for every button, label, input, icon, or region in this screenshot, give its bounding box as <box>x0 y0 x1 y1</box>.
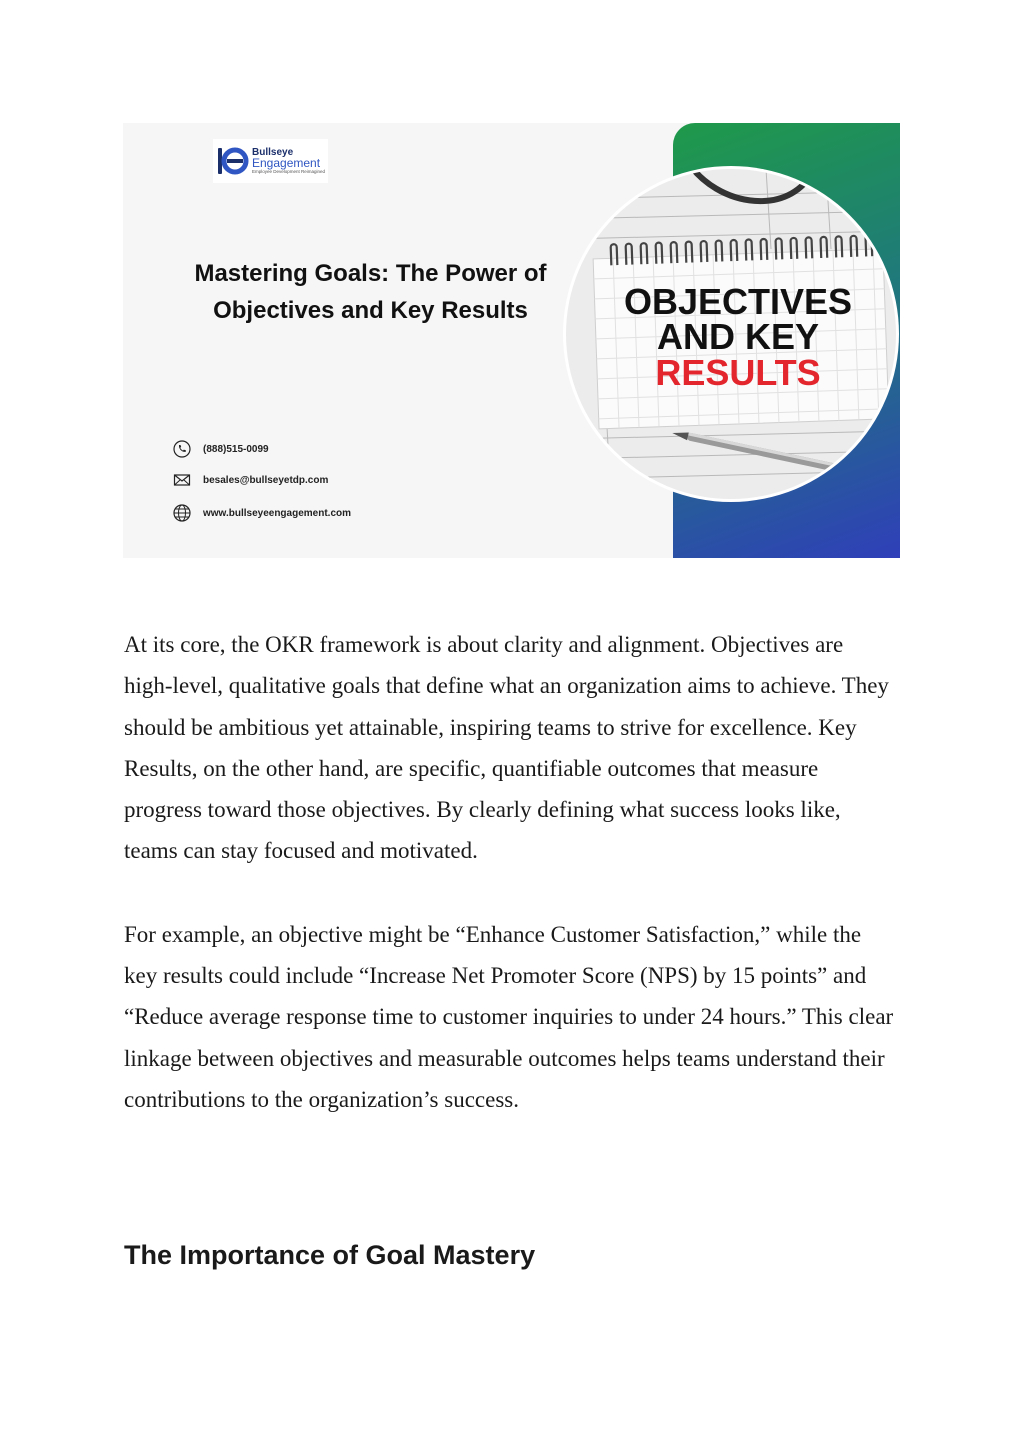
okr-label-line2: AND KEY <box>656 316 820 358</box>
body-paragraph: At its core, the OKR framework is about clarity and alignment. Objectives are high-level, qualitative goals that define what an organization aims to achieve. They should be ambitious yet attainable, inspiring teams to strive for excellence. Key Results, on the other hand, are specific, quantifiable outcomes that measure progress toward those objectives. By clearly defining what success looks like, teams can stay focused and motivated. <box>124 632 889 864</box>
section-heading: The Importance of Goal Mastery <box>124 1240 536 1270</box>
okr-label-line1: OBJECTIVES <box>623 281 853 323</box>
phone-icon <box>173 440 191 458</box>
contact-phone <box>173 439 269 459</box>
contact-website <box>173 503 351 523</box>
okr-notepad-text <box>566 169 896 499</box>
contact-website-text: www.bullseyeengagement.com <box>203 507 352 519</box>
bullseye-logo <box>213 139 328 183</box>
article-body <box>124 624 894 1120</box>
banner-title: Mastering Goals: The Power of Objectives and Key Results <box>194 260 547 324</box>
contact-email-text: besales@bullseyetdp.com <box>203 474 329 486</box>
mail-icon <box>173 471 191 489</box>
logo-name-line2: Engagement <box>252 155 321 170</box>
contact-email <box>173 470 328 490</box>
okr-notepad-image <box>566 169 896 499</box>
bullseye-logo-icon <box>215 144 249 178</box>
logo-name-line1: Bullseye <box>252 146 294 158</box>
okr-label-line3: RESULTS <box>655 351 821 393</box>
logo-tagline: Employee Development Reimagined <box>252 168 326 174</box>
contact-phone-text: (888)515-0099 <box>203 443 269 455</box>
globe-icon <box>173 504 191 522</box>
body-paragraph: For example, an objective might be “Enhance Customer Satisfaction,” while the key results could include “Increase Net Promoter Score (NPS) by 15 points” and “Reduce average response time to customer inquiries to under 24 hours.” This clear linkage between objectives and measurable outcomes helps teams understand their contributions to the organization’s success. <box>124 921 894 1112</box>
hero-banner <box>123 123 900 558</box>
